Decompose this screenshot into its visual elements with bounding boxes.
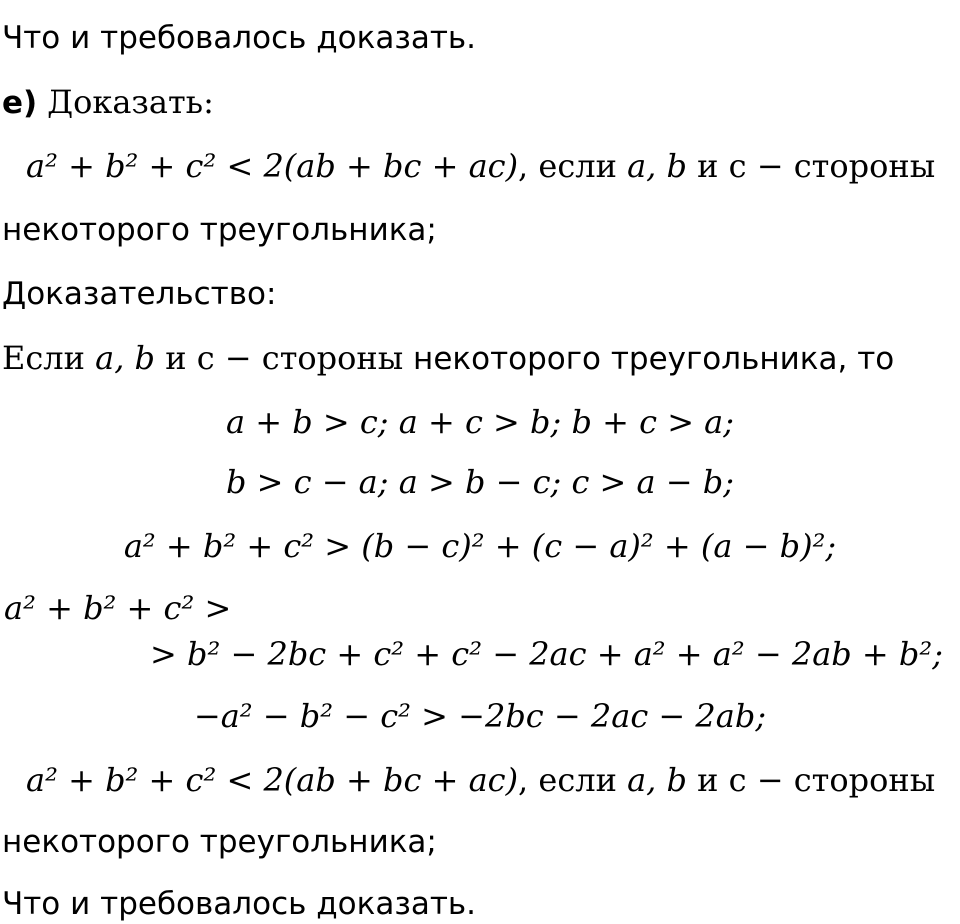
result-cont-text: некоторого треугольника;	[2, 824, 437, 860]
result-tail: и с − стороны	[686, 761, 936, 799]
triangle-inequalities	[0, 402, 960, 442]
proof-intro-if: Если	[2, 339, 96, 377]
task-title: Доказать:	[47, 83, 214, 121]
formula-differences: b > c − a; a > b − c; c > a − b;	[225, 463, 735, 501]
result-if: , если	[518, 761, 628, 799]
statement-tail: и с − стороны	[686, 147, 936, 185]
conclusion-text: Что и требовалось доказать.	[2, 20, 477, 56]
conclusion-text-bottom: Что и требовалось доказать.	[2, 886, 477, 922]
expansion-right	[0, 634, 960, 674]
statement-cont-text: некоторого треугольника;	[2, 212, 437, 248]
result-vars: a, b	[627, 761, 687, 799]
proof-intro-tail: некоторого треугольника, то	[403, 341, 895, 377]
task-heading	[0, 82, 960, 122]
formula-expansion-rhs: > b² − 2bc + c² + c² − 2ac + a² + a² − 2ab + b²;	[150, 635, 943, 673]
statement-continuation	[0, 210, 960, 250]
proof-intro-vars: a, b	[95, 339, 156, 377]
statement-inequality: a² + b² + c² < 2(ab + bc + ac)	[26, 147, 519, 185]
squares-inequality	[0, 526, 960, 566]
expansion-left	[0, 588, 960, 628]
difference-inequalities	[0, 462, 960, 502]
proof-heading	[0, 274, 960, 314]
result-line	[0, 760, 960, 800]
task-label: е)	[2, 85, 38, 121]
negated-inequality	[0, 696, 960, 736]
formula-triangle: a + b > c; a + c > b; b + c > a;	[225, 403, 735, 441]
statement-line	[0, 146, 960, 186]
formula-negated: −a² − b² − c² > −2bc − 2ac − 2ab;	[193, 697, 767, 735]
conclusion-line-top	[0, 18, 960, 58]
result-inequality: a² + b² + c² < 2(ab + bc + ac)	[26, 761, 519, 799]
conclusion-line-bottom	[0, 884, 960, 924]
formula-squares: a² + b² + c² > (b − c)² + (c − a)² + (a − b)²;	[123, 527, 837, 565]
statement-vars: a, b	[627, 147, 687, 185]
proof-intro	[0, 338, 960, 378]
statement-if: , если	[518, 147, 628, 185]
formula-expansion-lhs: a² + b² + c² >	[4, 589, 232, 627]
proof-intro-sides: и с − стороны	[155, 339, 404, 377]
proof-title: Доказательство:	[2, 276, 277, 312]
result-continuation	[0, 822, 960, 862]
